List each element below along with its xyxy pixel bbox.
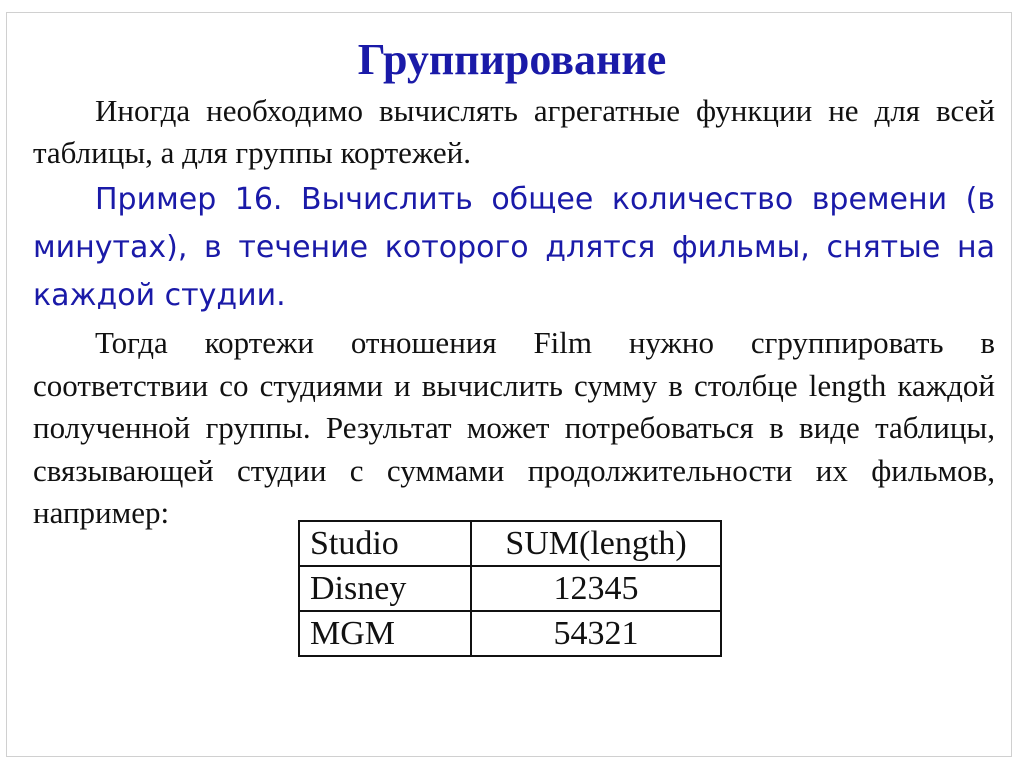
table-header-cell: SUM(length) bbox=[471, 521, 721, 566]
table-cell-studio: Disney bbox=[299, 566, 471, 611]
table-header-cell: Studio bbox=[299, 521, 471, 566]
example-paragraph bbox=[33, 176, 995, 320]
result-table bbox=[298, 520, 722, 657]
table-header-row bbox=[299, 521, 721, 566]
intro-paragraph bbox=[33, 90, 995, 174]
table-row bbox=[299, 566, 721, 611]
example-text: Пример 16. Вычислить общее количество времени (в минутах), в течение которого длятся фильмы, снятые на каждой студии. bbox=[33, 182, 995, 313]
slide-title: Группирование bbox=[357, 35, 667, 84]
intro-text: Иногда необходимо вычислять агрегатные функции не для всей таблицы, а для группы кортежей. bbox=[33, 93, 995, 170]
body-text: Тогда кортежи отношения Film нужно сгруппировать в соответствии со студиями и вычислить сумму в столбце length каждой полученной группы. Результат может потребоваться в виде таблицы, связывающей студии с суммами продолжительности их фильмов, например: bbox=[33, 325, 995, 530]
table-cell-studio: MGM bbox=[299, 611, 471, 656]
table-row bbox=[299, 611, 721, 656]
table-cell-sum: 54321 bbox=[471, 611, 721, 656]
table-cell-sum: 12345 bbox=[471, 566, 721, 611]
body-paragraph bbox=[33, 322, 995, 535]
